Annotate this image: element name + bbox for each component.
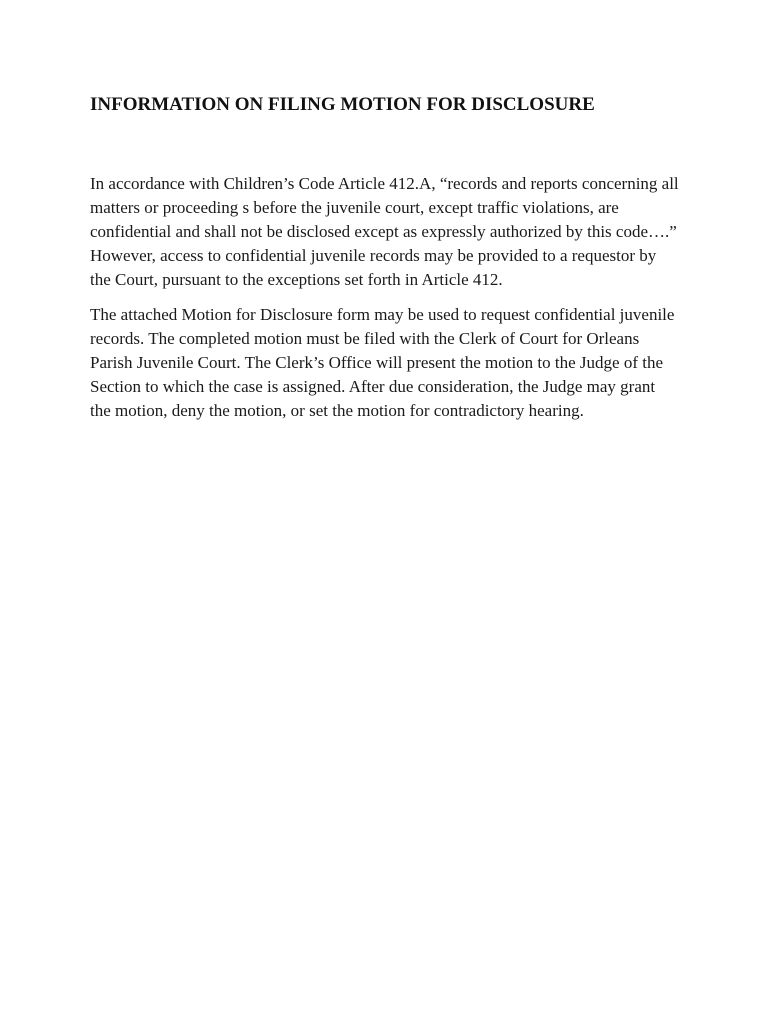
paragraph-filing-instructions: The attached Motion for Disclosure form may be used to request confidential juvenile records. The completed motion must be filed with the Clerk of Court for Orleans Parish Juvenile Court. The Clerk’s Office will present the motion to the Judge of the Section to which the case is assigned. After due consideration, the Judge may grant the motion, deny the motion, or set the motion for contradictory hearing. [90,305,675,420]
document-body [90,172,680,423]
paragraph-confidentiality: In accordance with Children’s Code Article 412.A, “records and reports concerning all matters or proceeding s before the juvenile court, except traffic violations, are confidential and shall not be disclosed except as expressly authorized by this code….” However, access to confidential juvenile records may be provided to a requestor by the Court, pursuant to the exceptions set forth in Article 412. [90,174,679,289]
document-content [90,93,680,434]
document-title: INFORMATION ON FILING MOTION FOR DISCLOSURE [90,94,595,115]
